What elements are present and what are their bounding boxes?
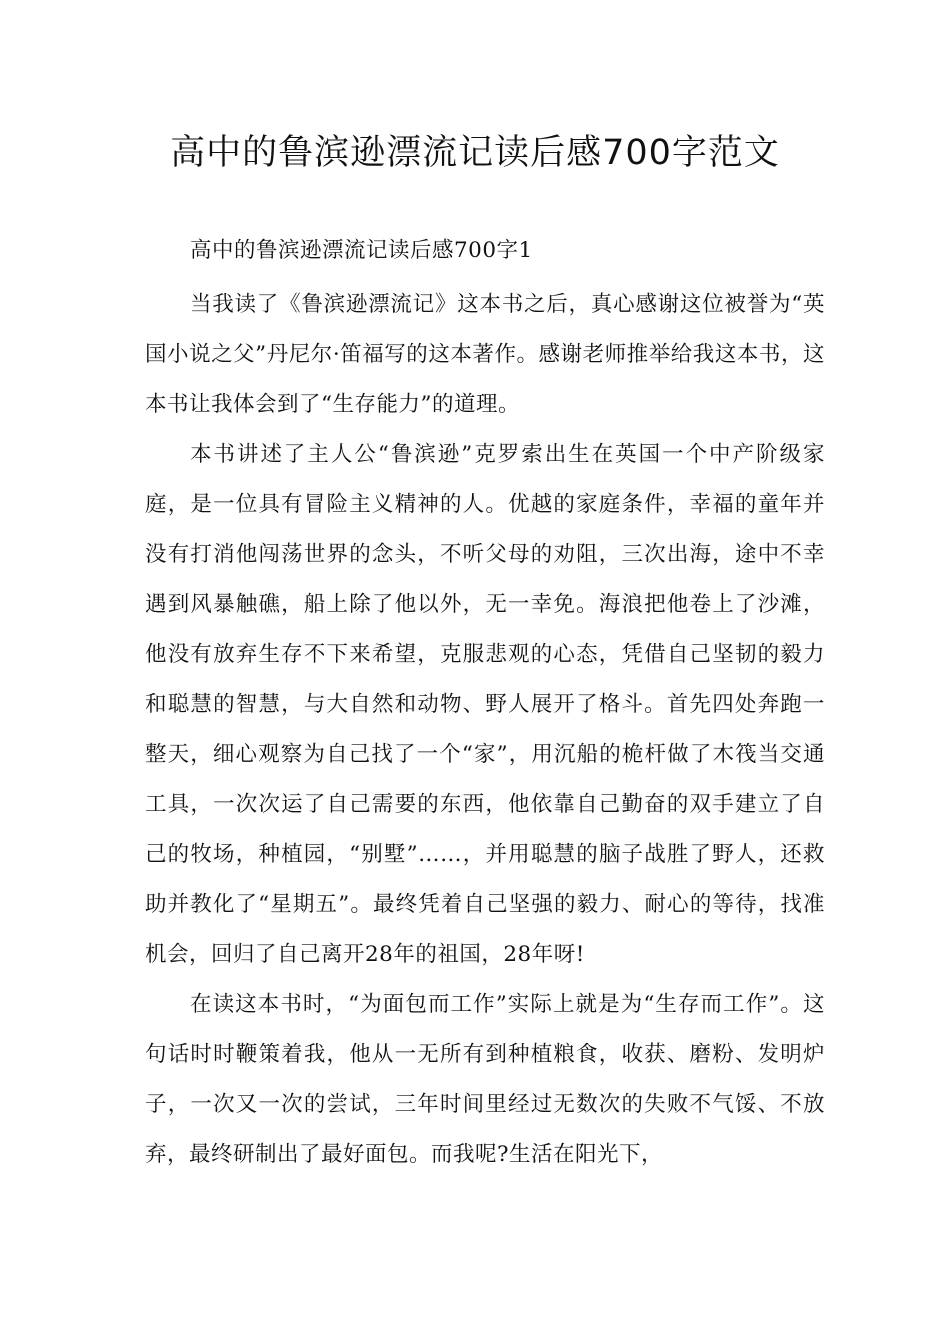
- document-title: 高中的鲁滨逊漂流记读后感700字范文: [170, 133, 780, 173]
- section-heading: 高中的鲁滨逊漂流记读后感700字1: [190, 238, 533, 263]
- paragraph-1: 当我读了《鲁滨逊漂流记》这本书之后，真心感谢这位被誉为“英国小说之父”丹尼尔·笛福写的这本著作。感谢老师推举给我这本书，这本书让我体会到了“生存能力”的道理。: [145, 292, 825, 417]
- paragraph-3: 在读这本书时，“为面包而工作”实际上就是为“生存而工作”。这句话时时鞭策着我，他从一无所有到种植粮食，收获、磨粉、发明炉子，一次又一次的尝试，三年时间里经过无数次的失败不气馁、不放弃，最终研制出了最好面包。而我呢?生活在阳光下，: [145, 992, 825, 1167]
- paragraph-2: 本书讲述了主人公“鲁滨逊”克罗索出生在英国一个中产阶级家庭，是一位具有冒险主义精神的人。优越的家庭条件，幸福的童年并没有打消他闯荡世界的念头，不听父母的劝阻，三次出海，途中不幸遇到风暴触礁，船上除了他以外，无一幸免。海浪把他卷上了沙滩，他没有放弃生存不下来希望，克服悲观的心态，凭借自己坚韧的毅力和聪慧的智慧，与大自然和动物、野人展开了格斗。首先四处奔跑一整天，细心观察为自己找了一个“家”，用沉船的桅杆做了木筏当交通工具，一次次运了自己需要的东西，他依靠自己勤奋的双手建立了自己的牧场，种植园，“别墅”……，并用聪慧的脑子战胜了野人，还救助并教化了“星期五”。最终凭着自己坚强的毅力、耐心的等待，找准机会，回归了自己离开28年的祖国，28年呀!: [145, 442, 825, 967]
- document-body: [145, 226, 825, 1180]
